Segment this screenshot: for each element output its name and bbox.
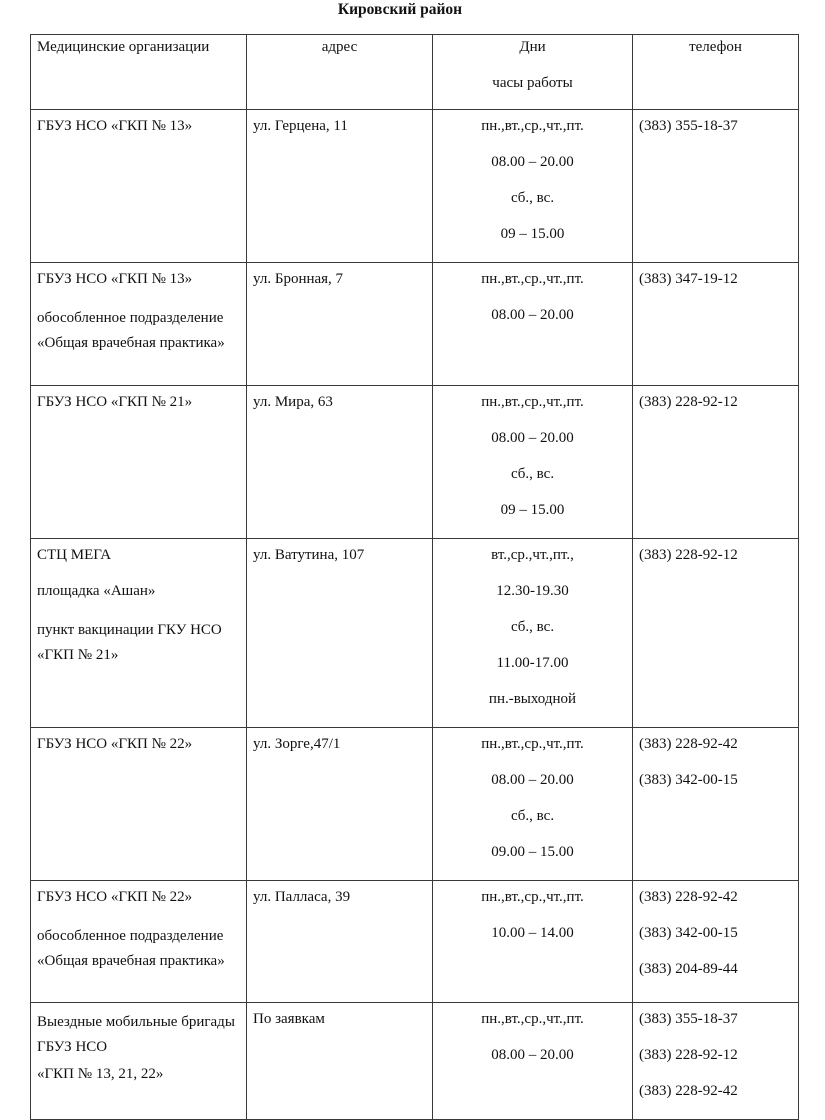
phone-cell	[633, 881, 799, 1003]
hours-line: 08.00 – 20.00	[491, 430, 574, 446]
address-text: ул. Бронная, 7	[253, 271, 344, 287]
header-address-label: адрес	[321, 39, 358, 55]
table-row	[31, 728, 799, 881]
table-row	[31, 263, 799, 386]
address-cell	[247, 539, 433, 728]
address-cell	[247, 881, 433, 1003]
table-row	[31, 1003, 799, 1120]
header-hours-label-1: Дни	[519, 39, 546, 55]
address-cell	[247, 386, 433, 539]
org-name-line: ГБУЗ НСО «ГКП № 21»	[37, 394, 193, 410]
hours-line: пн.,вт.,ср.,чт.,пт.	[481, 394, 584, 410]
phone-cell	[633, 728, 799, 881]
address-text: ул. Палласа, 39	[253, 889, 351, 905]
hours-line: пн.,вт.,ср.,чт.,пт.	[481, 736, 584, 752]
header-phone	[633, 35, 799, 110]
hours-line: 12.30-19.30	[496, 583, 569, 599]
phone-cell	[633, 110, 799, 263]
hours-line: 08.00 – 20.00	[491, 154, 574, 170]
phone-number: (383) 355-18-37	[639, 118, 738, 134]
hours-line: сб., вс.	[510, 808, 555, 824]
address-text: ул. Герцена, 11	[253, 118, 348, 134]
phone-cell	[633, 1003, 799, 1120]
hours-line: 10.00 – 14.00	[491, 925, 574, 941]
org-name-line: ГБУЗ НСО «ГКП № 22»	[37, 889, 193, 905]
org-name-line: ГБУЗ НСО «ГКП № 13»	[37, 118, 193, 134]
phone-number: (383) 228-92-12	[639, 1047, 738, 1063]
hours-line: сб., вс.	[510, 466, 555, 482]
org-cell	[31, 386, 247, 539]
phone-number: (383) 204-89-44	[639, 961, 738, 977]
org-name-line: «ГКП № 13, 21, 22»	[37, 1066, 164, 1082]
org-name-line: обособленное подразделение «Общая врачебная практика»	[37, 310, 225, 351]
hours-line: 08.00 – 20.00	[491, 772, 574, 788]
phone-number: (383) 228-92-42	[639, 736, 738, 752]
hours-line: пн.,вт.,ср.,чт.,пт.	[481, 271, 584, 287]
hours-cell	[433, 881, 633, 1003]
clinics-table	[30, 34, 799, 1120]
hours-line: сб., вс.	[510, 190, 555, 206]
phone-number: (383) 228-92-42	[639, 1083, 738, 1099]
phone-number: (383) 228-92-12	[639, 547, 738, 563]
phone-number: (383) 342-00-15	[639, 772, 738, 788]
org-cell	[31, 1003, 247, 1120]
org-name-line: обособленное подразделение «Общая врачебная практика»	[37, 928, 225, 969]
org-cell	[31, 881, 247, 1003]
org-name-line: Выездные мобильные бригады ГБУЗ НСО	[37, 1014, 235, 1055]
address-text: ул. Зорге,47/1	[253, 736, 341, 752]
hours-line: 09.00 – 15.00	[491, 844, 574, 860]
phone-number: (383) 342-00-15	[639, 925, 738, 941]
hours-line: 08.00 – 20.00	[491, 1047, 574, 1063]
header-address	[247, 35, 433, 110]
hours-line: вт.,ср.,чт.,пт.,	[491, 547, 574, 563]
table-row	[31, 881, 799, 1003]
table-row	[31, 110, 799, 263]
hours-line: пн.,вт.,ср.,чт.,пт.	[481, 118, 584, 134]
hours-line: 08.00 – 20.00	[491, 307, 574, 323]
address-cell	[247, 1003, 433, 1120]
table-row	[31, 539, 799, 728]
address-text: По заявкам	[253, 1011, 325, 1027]
hours-cell	[433, 728, 633, 881]
header-org-label: Медицинские организации	[37, 39, 210, 55]
address-text: ул. Мира, 63	[253, 394, 333, 410]
hours-line: 09 – 15.00	[500, 226, 565, 242]
phone-cell	[633, 263, 799, 386]
org-cell	[31, 110, 247, 263]
phone-cell	[633, 386, 799, 539]
address-cell	[247, 110, 433, 263]
hours-line: пн.,вт.,ср.,чт.,пт.	[481, 1011, 584, 1027]
table-header-row	[31, 35, 799, 110]
address-cell	[247, 263, 433, 386]
hours-line: 11.00-17.00	[496, 655, 569, 671]
org-cell	[31, 539, 247, 728]
hours-line: сб., вс.	[510, 619, 555, 635]
org-name-line: ГБУЗ НСО «ГКП № 22»	[37, 736, 193, 752]
address-text: ул. Ватутина, 107	[253, 547, 365, 563]
table-row	[31, 386, 799, 539]
org-name-line: площадка «Ашан»	[37, 583, 156, 599]
phone-number: (383) 347-19-12	[639, 271, 738, 287]
org-cell	[31, 728, 247, 881]
phone-cell	[633, 539, 799, 728]
phone-number: (383) 228-92-12	[639, 394, 738, 410]
org-cell	[31, 263, 247, 386]
hours-line: 09 – 15.00	[500, 502, 565, 518]
hours-cell	[433, 263, 633, 386]
hours-cell	[433, 539, 633, 728]
phone-number: (383) 355-18-37	[639, 1011, 738, 1027]
org-name-line: СТЦ МЕГА	[37, 547, 112, 563]
hours-line: пн.,вт.,ср.,чт.,пт.	[481, 889, 584, 905]
hours-cell	[433, 110, 633, 263]
hours-cell	[433, 1003, 633, 1120]
address-cell	[247, 728, 433, 881]
header-org	[31, 35, 247, 110]
header-phone-label: телефон	[689, 39, 742, 55]
org-name-line: пункт вакцинации ГКУ НСО «ГКП № 21»	[37, 622, 222, 663]
org-name-line: ГБУЗ НСО «ГКП № 13»	[37, 271, 193, 287]
phone-number: (383) 228-92-42	[639, 889, 738, 905]
page-title: Кировский район	[337, 1, 463, 18]
header-hours-label-2: часы работы	[492, 75, 573, 91]
hours-line: пн.-выходной	[488, 691, 577, 707]
hours-cell	[433, 386, 633, 539]
header-hours	[433, 35, 633, 110]
